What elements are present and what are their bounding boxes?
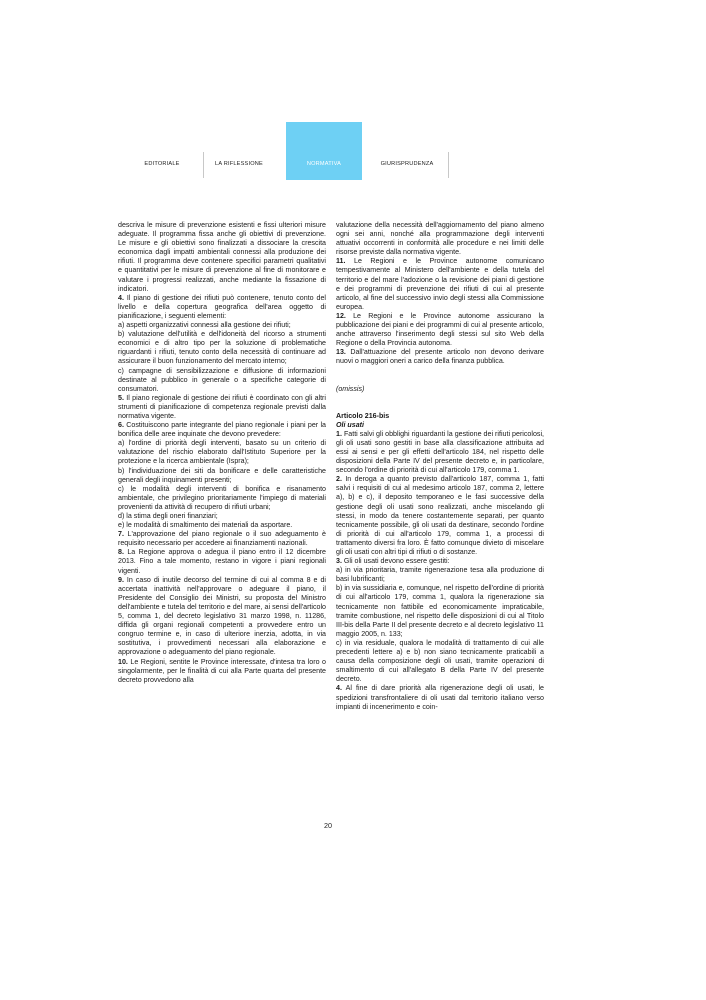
list-item: b) l'individuazione dei siti da bonificare e delle caratteristiche generali degli inquinamenti presenti;	[118, 466, 326, 484]
paragraph: descriva le misure di prevenzione esistenti e fissi ulteriori misure adeguate. Il programma fissa anche gli obiettivi di prevenzione. Le misure e gli obiettivi sono finalizzati a dissociare la crescita economica dagli impatti ambientali connessi alla produzione dei rifiuti. Il programma deve contenere specifici parametri qualitativi e quantitativi per le misure di prevenzione al fine di monitorare e valutare i progressi realizzati, anche mediante la fissazione di indicatori.	[118, 221, 326, 293]
paragraph: valutazione della necessità dell'aggiornamento del piano almeno ogni sei anni, nonché alla programmazione degli interventi attuativi occorrenti in conformità alle procedure e nei limiti delle risorse previste dalla normativa vigente.	[336, 221, 544, 257]
tab-normativa[interactable]: NORMATIVA	[306, 161, 342, 167]
paragraph: 4. Al fine di dare priorità alla rigenerazione degli oli usati, le spedizioni transfrontaliere di oli usati dal territorio italiano verso impianti di incenerimento e coin-	[336, 684, 544, 711]
paragraph-number: 6.	[118, 421, 124, 430]
paragraph: 9. In caso di inutile decorso del termine di cui al comma 8 e di accertata inattività nell'approvare o adeguare il piano, il Presidente del Consiglio dei Ministri, su proposta del Ministro dell'ambiente e tutela del territorio e del mare, ai sensi dell'articolo 5, comma 1, del decreto legislativo 31 marzo 1998, n. 11286, diffida gli organi regionali competenti a provvedere entro un congruo termine e, in caso di ulteriore inerzia, adotta, in via sostitutiva, i provvedimenti necessari alla elaborazione e approvazione o adeguamento del piano regionale.	[118, 575, 326, 657]
paragraph: 3. Gli oli usati devono essere gestiti:	[336, 557, 450, 566]
paragraph-number: 8.	[118, 548, 124, 557]
list-item: c) in via residuale, qualora le modalità di trattamento di cui alle precedenti lettere a) e b) non siano tecnicamente praticabili a causa della composizione degli oli usati, tramite operazioni di smaltimento di cui all'allegato B della Parte IV del presente decreto.	[336, 638, 544, 684]
paragraph: 1. Fatti salvi gli obblighi riguardanti la gestione dei rifiuti pericolosi, gli oli usati sono gestiti in base alla classificazione attribuita ad essi ai sensi e per gli effetti dell'articolo 184, nel rispetto delle disposizioni della Parte IV del presente decreto e, in particolare, secondo l'ordine di priorità di cui all'articolo 179, comma 1.	[336, 429, 544, 475]
paragraph: 7. L'approvazione del piano regionale o il suo adeguamento è requisito necessario per accedere ai finanziamenti nazionali.	[118, 530, 326, 548]
tab-giurisprudenza[interactable]: GIURISPRUDENZA	[380, 161, 434, 167]
tab-separator	[448, 152, 449, 178]
tab-la-riflessione[interactable]: LA RIFLESSIONE	[215, 161, 263, 167]
page-number: 20	[324, 821, 332, 830]
list-item: b) valutazione dell'utilità e dell'idoneità del ricorso a strumenti economici e di altro tipo per la soluzione di problematiche riguardanti i rifiuti, tenuto conto della necessità di continuare ad assicurare il buon funzionamento del mercato interno;	[118, 330, 326, 366]
article-subtitle: Oli usati	[336, 420, 364, 429]
paragraph-number: 13.	[336, 348, 346, 357]
list-item: a) l'ordine di priorità degli interventi, basato su un criterio di valutazione del rischio elaborato dall'Istituto Superiore per la protezione e la ricerca ambientale (Ispra);	[118, 439, 326, 466]
right-text-column	[336, 221, 544, 712]
paragraph-number: 2.	[336, 475, 342, 484]
omissis-note: (omissis)	[336, 384, 365, 393]
paragraph-number: 5.	[118, 393, 124, 402]
paragraph: 11. Le Regioni e le Province autonome comunicano tempestivamente al Ministero dell'ambiente e della tutela del territorio e del mare l'adozione o la revisione dei piani di gestione e dei programmi di prevenzione dei rifiuti di cui al presente articolo, al fine del successivo invio degli stessi alla Commissione europea.	[336, 257, 544, 311]
paragraph-number: 9.	[118, 575, 124, 584]
paragraph-number: 4.	[118, 293, 124, 302]
paragraph-number: 12.	[336, 311, 346, 320]
section-navigation	[0, 0, 706, 200]
tab-editoriale[interactable]: EDITORIALE	[144, 161, 180, 167]
paragraph-number: 10.	[118, 657, 128, 666]
spacer	[336, 394, 544, 412]
list-item: e) le modalità di smaltimento dei materiali da asportare.	[118, 521, 293, 530]
paragraph-number: 3.	[336, 557, 342, 566]
list-item: d) la stima degli oneri finanziari;	[118, 512, 218, 520]
list-item: a) in via prioritaria, tramite rigenerazione tesa alla produzione di basi lubrificanti;	[336, 566, 544, 584]
left-text-column	[118, 221, 326, 685]
paragraph: 5. Il piano regionale di gestione dei rifiuti è coordinato con gli altri strumenti di pianificazione di competenza regionale previsti dalla normativa vigente.	[118, 393, 326, 420]
list-item: a) aspetti organizzativi connessi alla gestione dei rifiuti;	[118, 321, 291, 330]
paragraph: 6. Costituiscono parte integrante del piano regionale i piani per la bonifica delle aree inquinate che devono prevedere:	[118, 421, 326, 439]
paragraph-number: 11.	[336, 257, 346, 266]
paragraph: 13. Dall'attuazione del presente articolo non devono derivare nuovi o maggiori oneri a carico della finanza pubblica.	[336, 348, 544, 366]
paragraph: 4. Il piano di gestione dei rifiuti può contenere, tenuto conto del livello e della copertura geografica dell'area oggetto di pianificazione, i seguenti elementi:	[118, 293, 326, 320]
paragraph: 2. In deroga a quanto previsto dall'articolo 187, comma 1, fatti salvi i requisiti di cui al medesimo articolo 187, comma 2, lettere a), b) e c), il deposito temporaneo e le fasi successive della gestione degli oli usati sono realizzati, anche miscelando gli stessi, in modo da tenere costantemente separati, per quanto tecnicamente possibile, gli oli usati da destinare, secondo l'ordine di priorità di cui all'articolo 179, comma 1, a processi di trattamento diversi fra loro. È fatto comunque divieto di miscelare gli oli usati con altri tipi di rifiuti o di sostanze.	[336, 475, 544, 556]
active-tab-highlight	[286, 122, 362, 180]
paragraph-number: 1.	[336, 429, 342, 438]
list-item: b) in via sussidiaria e, comunque, nel rispetto dell'ordine di priorità di cui all'articolo 179, comma 1, qualora la rigenerazione sia tecnicamente non fattibile ed economicamente impraticabile, tramite combustione, nel rispetto delle disposizioni di cui al Titolo III-bis della Parte II del presente decreto e al decreto legislativo 11 maggio 2005, n. 133;	[336, 584, 544, 638]
list-item: c) le modalità degli interventi di bonifica e risanamento ambientale, che privilegino prioritariamente l'impiego di materiali provenienti da attività di recupero di rifiuti urbani;	[118, 484, 326, 511]
paragraph-number: 7.	[118, 530, 124, 539]
article-title: Articolo 216-bis	[336, 411, 390, 420]
paragraph-number: 4.	[336, 684, 342, 693]
paragraph: 10. Le Regioni, sentite le Province interessate, d'intesa tra loro o singolarmente, per le finalità di cui alla Parte quarta del presente decreto provvedono alla	[118, 657, 326, 684]
list-item: c) campagne di sensibilizzazione e diffusione di informazioni destinate al pubblico in generale o a specifiche categorie di consumatori.	[118, 366, 326, 393]
paragraph: 12. Le Regioni e le Province autonome assicurano la pubblicazione dei piani e dei programmi di cui al presente articolo, anche attraverso l'inserimento degli stessi sul sito Web della Regione o della Provincia autonoma.	[336, 311, 544, 348]
spacer	[336, 367, 544, 385]
paragraph: 8. La Regione approva o adegua il piano entro il 12 dicembre 2013. Fino a tale momento, restano in vigore i piani regionali vigenti.	[118, 548, 326, 575]
